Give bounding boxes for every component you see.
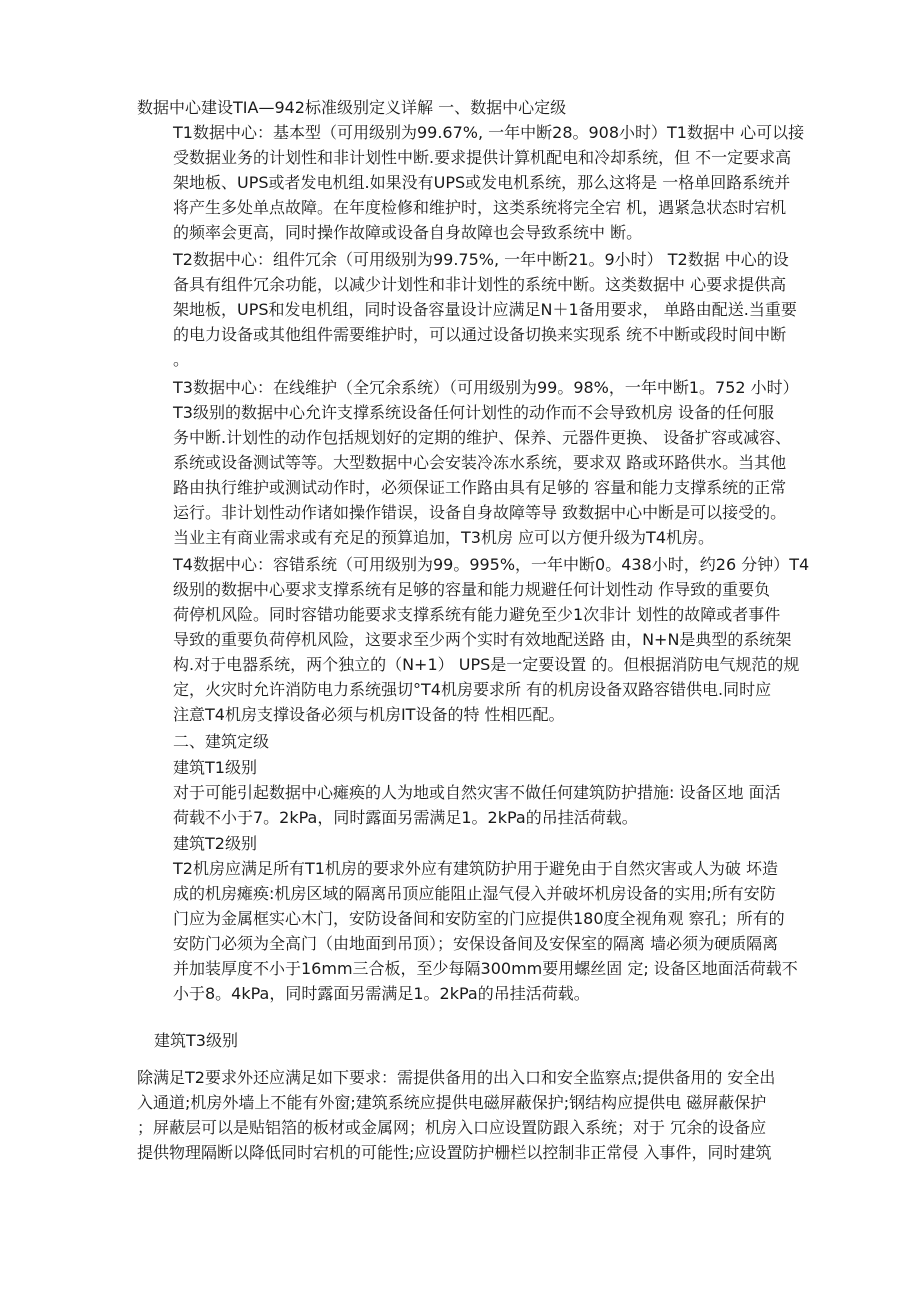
text-line: 对于可能引起数据中心瘫痪的人为地或自然灾害不做任何建筑防护措施: 设备区地 面活 xyxy=(173,783,781,802)
text-line: 路由执行维护或测试动作时，必须保证工作路由具有足够的 容量和能力支撑系统的正常 xyxy=(173,478,787,497)
text-line: 荷停机风险。同时容错功能要求支撑系统有能力避免至少1次非计 划性的故障或者事件 xyxy=(173,605,781,624)
text-line: 将产生多处单点故障。在年度检修和维护时，这类系统将完全宕 机，遇紧急状态时宕机 xyxy=(173,198,787,217)
text-line: 受数据业务的计划性和非计划性中断.要求提供计算机配电和冷却系统，但 不一定要求高 xyxy=(173,148,792,167)
text-line: T2数据中心：组件冗余（可用级别为99.75%, 一年中断21。9小时） T2数据 中心的设 xyxy=(173,250,789,269)
text-line: 备具有组件冗余功能，以减少计划性和非计划性的系统中断。这类数据中 心要求提供高 xyxy=(173,275,787,294)
text-line: 导致的重要负荷停机风险，这要求至少两个实时有效地配送路 由，N+N是典型的系统架 xyxy=(173,630,792,649)
text-line: 安防门必须为全高门（由地面到吊顶）；安保设备间及安保室的隔离 墙必须为硬质隔离 xyxy=(173,934,779,953)
text-line: 架地板，UPS和发电机组，同时设备容量设计应满足N＋1备用要求， 单路由配送.当重要 xyxy=(173,300,797,319)
text-line: 的频率会更高，同时操作故障或设备自身故障也会导致系统中 断。 xyxy=(173,223,643,242)
text-line: 除满足T2要求外还应满足如下要求：需提供备用的出入口和安全监察点;提供备用的 安全出 xyxy=(137,1068,776,1087)
text-line: T3数据中心：在线维护（全冗余系统）（可用级别为99。98%，一年中断1。752 小时） xyxy=(173,378,799,397)
text-line: 的电力设备或其他组件需要维护时，可以通过设备切换来实现系 统不中断或段时间中断 xyxy=(173,325,787,344)
text-line: 当业主有商业需求或有充足的预算追加，T3机房 应可以方便升级为T4机房。 xyxy=(173,528,714,547)
text-line: 。 xyxy=(173,350,190,369)
text-line: 定，火灾时允许消防电力系统强切°T4机房要求所 有的机房设备双路容错供电.同时应 xyxy=(173,680,772,699)
text-line: 务中断.计划性的动作包括规划好的定期的维护、保养、元器件更换、 设备扩容或减容、 xyxy=(173,428,792,447)
text-line: ；屏蔽层可以是贴铝箔的板材或金属网；机房入口应设置防跟入系统；对于 冗余的设备应 xyxy=(137,1118,767,1137)
building-t3-heading: 建筑T3级别 xyxy=(154,1031,238,1050)
document-title: 数据中心建设TIA—942标准级别定义详解 一、数据中心定级 xyxy=(137,98,567,117)
text-line: 架地板、UPS或者发电机组.如果没有UPS或发电机系统，那么这将是 一格单回路系统并 xyxy=(173,173,791,192)
text-line: 运行。非计划性动作诸如操作错误，设备自身故障等导 致数据中心中断是可以接受的。 xyxy=(173,503,787,522)
text-line: 荷载不小于7。2kPa，同时露面另需满足1。2kPa的吊挂活荷载。 xyxy=(173,808,638,827)
text-line: 小于8。4kPa，同时露面另需满足1。2kPa的吊挂活荷载。 xyxy=(173,984,590,1003)
text-line: 门应为金属框实心木门，安防设备间和安防室的门应提供180度全视角观 察孔；所有的 xyxy=(173,909,785,928)
text-line: 并加装厚度不小于16mm三合板，至少每隔300mm要用螺丝固 定; 设备区地面活荷载不 xyxy=(173,959,798,978)
section-heading: 二、建筑定级 xyxy=(173,732,270,751)
text-line: 系统或设备测试等等。大型数据中心会安装冷冻水系统，要求双 路或环路供水。当其他 xyxy=(173,453,787,472)
text-line: 提供物理隔断以降低同时宕机的可能性;应设置防护栅栏以控制非正常侵 入事件，同时建筑 xyxy=(137,1143,772,1162)
text-line: T2机房应满足所有T1机房的要求外应有建筑防护用于避免由于自然灾害或人为破 坏造 xyxy=(173,859,778,878)
text-line: T4数据中心：容错系统（可用级别为99。995%，一年中断0。438小时，约26 分钟）T4 xyxy=(173,555,810,574)
text-line: 构.对于电器系统，两个独立的（N+1） UPS是一定要设置 的。但根据消防电气规范的规 xyxy=(173,655,800,674)
building-t2-heading: 建筑T2级别 xyxy=(173,834,257,853)
text-line: T1数据中心：基本型（可用级别为99.67%, 一年中断28。908小时）T1数据中 心可以接 xyxy=(173,123,805,142)
text-line: 成的机房瘫痪:机房区域的隔离吊顶应能阻止湿气侵入并破坏机房设备的实用;所有安防 xyxy=(173,884,776,903)
building-t1-heading: 建筑T1级别 xyxy=(173,758,257,777)
text-line: 入通道;机房外墙上不能有外窗;建筑系统应提供电磁屏蔽保护;钢结构应提供电 磁屏蔽保护 xyxy=(137,1093,767,1112)
text-line: 注意T4机房支撑设备必须与机房IT设备的特 性相匹配。 xyxy=(173,705,565,724)
text-line: T3级别的数据中心允许支撑系统设备任何计划性的动作而不会导致机房 设备的任何服 xyxy=(173,403,775,422)
text-line: 级别的数据中心要求支撑系统有足够的容量和能力规避任何计划性动 作导致的重要负 xyxy=(173,580,771,599)
